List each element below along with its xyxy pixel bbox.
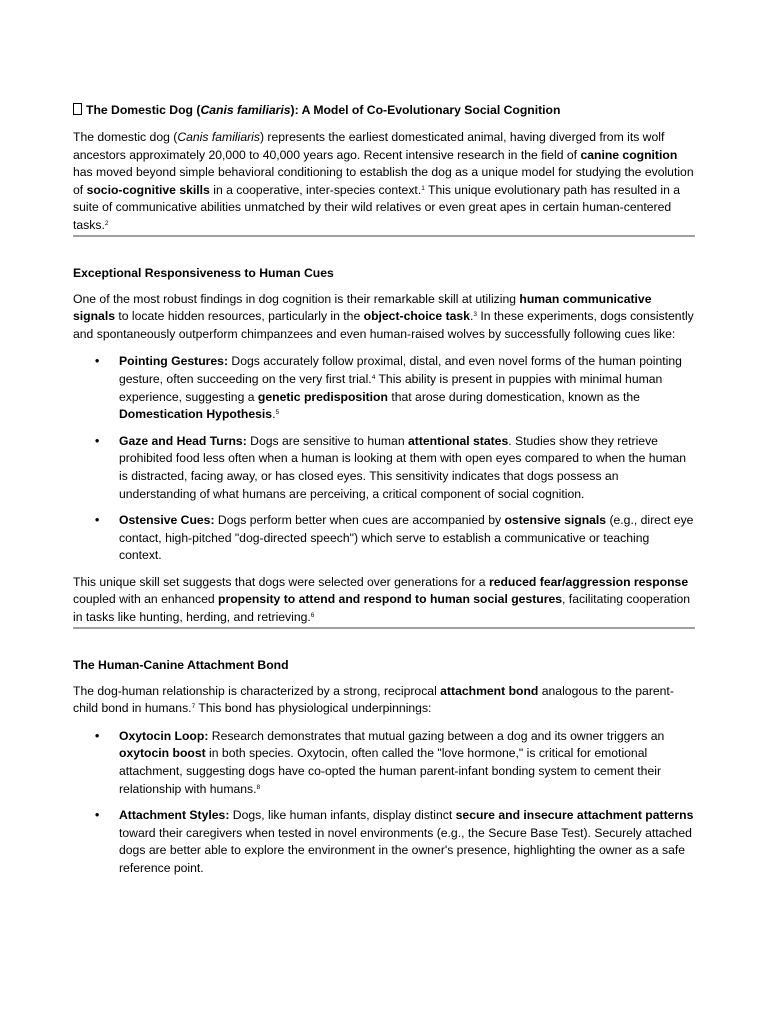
section2-paragraph: The dog-human relationship is characterized by a strong, reciprocal attachment bond analogous to the parent-child bond in humans.$^7$ This bond has physiological underpinnings: [73,683,674,716]
page-title: The Domestic Dog (Canis familiaris): A Model of Co-Evolutionary Social Cognition [73,101,695,119]
section1-paragraph: One of the most robust findings in dog cognition is their remarkable skill at utilizing human communicative signals to locate hidden resources, particularly in the object-choice task.$^3$ In these experiments, dogs consistently and spontaneously outperform chimpanzees and even human-raised wolves by successfully following cues like: [73,291,694,341]
footnote-ref: 8 [256,783,261,791]
section-heading: Exceptional Responsiveness to Human Cues [73,265,334,280]
footnote-ref: 7 [191,703,196,711]
footnote-ref: 6 [310,612,315,620]
bullet-icon: • [95,354,100,369]
footnote-ref: 5 [275,409,280,417]
document-body [73,101,695,887]
footnote-ref: 2 [104,219,109,227]
bullet-icon: • [95,808,100,823]
footnote-ref: 1 [421,184,425,192]
list-item: • Oxytocin Loop: Research demonstrates that mutual gazing between a dog and its owner triggers an oxytocin boost in both species. Oxytocin, often called the "love hormone," is critical for emotional attachment, suggesting dogs have co-opted the human parent-infant bonding system to cement their relationship with humans.$^8$ [95,728,665,796]
bullet-icon: • [95,513,100,528]
intro-paragraph: The domestic dog (Canis familiaris) represents the earliest domesticated animal, having diverged from its wolf ancestors approximately 20,000 to 40,000 years ago. Recent intensive research in the field of canine cognition has moved beyond simple behavioral conditioning to establish the dog as a unique model for studying the evolution of socio-cognitive skills in a cooperative, inter-species context.$^1$ This unique evolutionary path has resulted in a suite of communicative abilities unmatched by their wild relatives or even great apes in certain human-centered tasks.$^2$ [73,130,694,232]
cue-list [73,353,695,565]
section-divider [73,627,695,629]
footnote-ref: 4 [371,373,376,381]
list-item: • Attachment Styles: Dogs, like human infants, display distinct secure and insecure attachment patterns toward their caregivers when tested in novel environments (e.g., the Secure Base Test). Securely attached dogs are better able to explore the environment in the owner's presence, highlighting the owner as a safe reference point. [95,808,694,875]
list-item: • Pointing Gestures: Dogs accurately follow proximal, distal, and even novel forms of the human pointing gesture, often succeeding on the very first trial.$^4$ This ability is present in puppies with minimal human experience, suggesting a genetic predisposition that arose during domestication, known as the Domestication Hypothesis.$^5$ [95,354,682,422]
attachment-list [73,728,695,878]
bullet-icon: • [95,433,100,448]
section-heading: The Human-Canine Attachment Bond [73,657,289,672]
bullet-icon: • [95,728,100,743]
section1-closing-paragraph: This unique skill set suggests that dogs were selected over generations for a reduced fear/aggression response coupled with an enhanced propensity to attend and respond to human social gestures, facilitating cooperation in tasks like hunting, herding, and retrieving.$^6$ [73,574,691,625]
footnote-ref: 3 [473,311,477,319]
list-item: • Ostensive Cues: Dogs perform better when cues are accompanied by ostensive signals (e.g., direct eye contact, high-pitched "dog-directed speech") which serve to establish a communicative or teaching context. [95,513,694,563]
missing-glyph-icon [73,103,82,115]
section-divider [73,235,695,237]
list-item: • Gaze and Head Turns: Dogs are sensitive to human attentional states. Studies show they retrieve prohibited food less often when a human is looking at them with open eyes compared to when the human is distracted, facing away, or has closed eyes. This sensitivity indicates that dogs possess an understanding of what humans are perceiving, a critical component of social cognition. [95,433,687,501]
